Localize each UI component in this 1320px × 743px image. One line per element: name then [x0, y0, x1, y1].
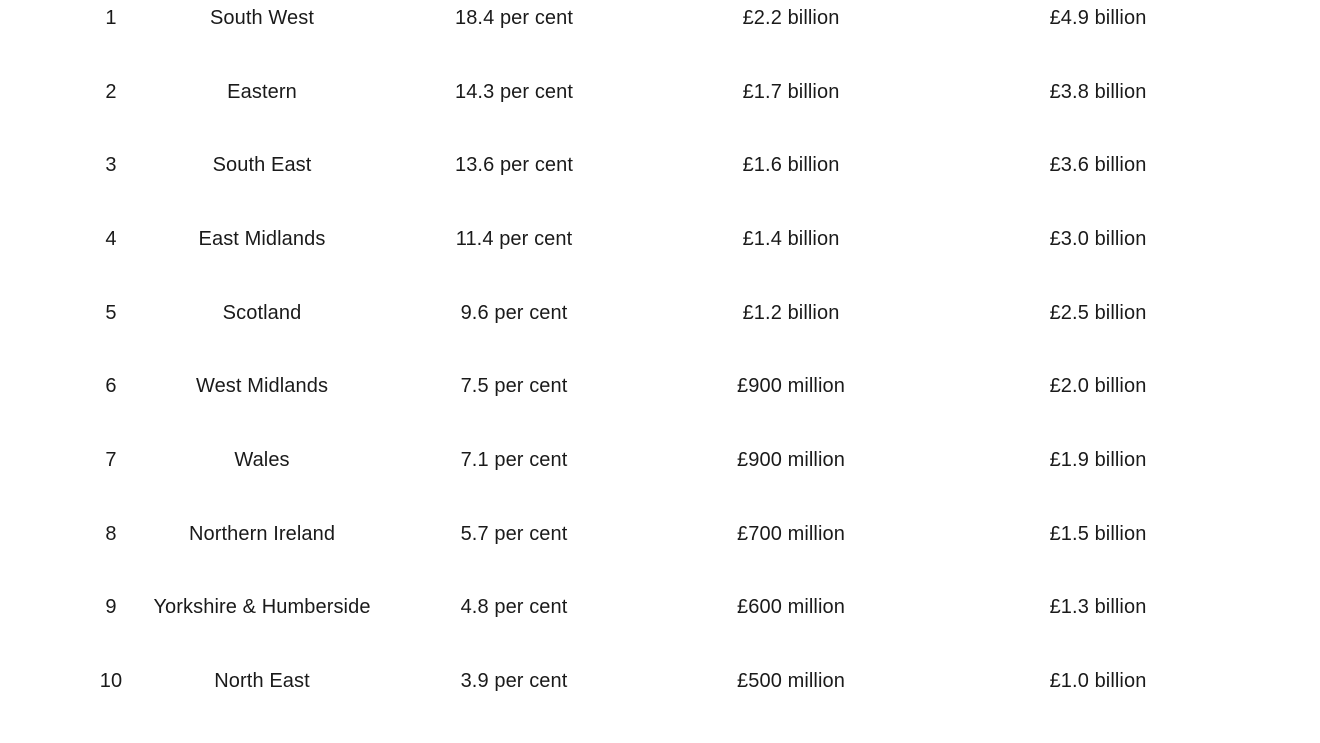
rank-cell: 8: [105, 523, 117, 545]
region-cell: South East: [212, 154, 312, 176]
rank-cell: 1: [105, 7, 117, 29]
rank-cell: 9: [105, 596, 117, 618]
value2-cell: £1.3 billion: [1049, 596, 1147, 618]
rank-cell: 6: [105, 375, 117, 397]
value2-cell: £1.5 billion: [1049, 523, 1147, 545]
table-row: [0, 589, 1320, 663]
share-cell: 7.5 per cent: [460, 375, 568, 397]
share-cell: 14.3 per cent: [454, 81, 574, 103]
value2-cell: £3.0 billion: [1049, 228, 1147, 250]
region-cell: South West: [209, 7, 315, 29]
share-cell: 7.1 per cent: [460, 449, 568, 471]
table-row: [0, 295, 1320, 369]
share-cell: 11.4 per cent: [455, 228, 573, 250]
value2-cell: £4.9 billion: [1049, 7, 1147, 29]
value2-cell: £1.0 billion: [1049, 670, 1147, 692]
table-row: [0, 147, 1320, 221]
value2-cell: £1.9 billion: [1049, 449, 1147, 471]
table-row: [0, 221, 1320, 295]
value1-cell: £1.7 billion: [742, 81, 840, 103]
value2-cell: £3.8 billion: [1049, 81, 1147, 103]
share-cell: 5.7 per cent: [460, 523, 568, 545]
table-row: [0, 368, 1320, 442]
share-cell: 18.4 per cent: [454, 7, 574, 29]
value2-cell: £3.6 billion: [1049, 154, 1147, 176]
share-cell: 13.6 per cent: [454, 154, 574, 176]
value1-cell: £1.6 billion: [742, 154, 840, 176]
region-cell: Northern Ireland: [188, 523, 336, 545]
value2-cell: £2.5 billion: [1049, 302, 1147, 324]
region-cell: Scotland: [222, 302, 302, 324]
value1-cell: £2.2 billion: [742, 7, 840, 29]
rank-cell: 5: [105, 302, 117, 324]
value1-cell: £1.2 billion: [742, 302, 840, 324]
region-cell: North East: [214, 670, 310, 692]
value1-cell: £900 million: [737, 449, 845, 471]
table-row: [0, 516, 1320, 590]
region-cell: Wales: [234, 449, 290, 471]
rank-cell: 2: [105, 81, 117, 103]
table-row: [0, 0, 1320, 74]
value2-cell: £2.0 billion: [1049, 375, 1147, 397]
rank-cell: 10: [99, 670, 123, 692]
value1-cell: £700 million: [737, 523, 845, 545]
rank-cell: 7: [105, 449, 117, 471]
rank-cell: 4: [105, 228, 117, 250]
table-row: [0, 74, 1320, 148]
value1-cell: £600 million: [737, 596, 845, 618]
value1-cell: £500 million: [737, 670, 845, 692]
region-cell: Eastern: [227, 81, 297, 103]
region-cell: Yorkshire & Humberside: [153, 596, 371, 618]
value1-cell: £1.4 billion: [742, 228, 840, 250]
region-cell: West Midlands: [195, 375, 329, 397]
share-cell: 4.8 per cent: [460, 596, 568, 618]
table-row: [0, 663, 1320, 737]
share-cell: 9.6 per cent: [460, 302, 568, 324]
rank-cell: 3: [105, 154, 117, 176]
table-row: [0, 442, 1320, 516]
share-cell: 3.9 per cent: [460, 670, 568, 692]
value1-cell: £900 million: [737, 375, 845, 397]
region-cell: East Midlands: [198, 228, 326, 250]
